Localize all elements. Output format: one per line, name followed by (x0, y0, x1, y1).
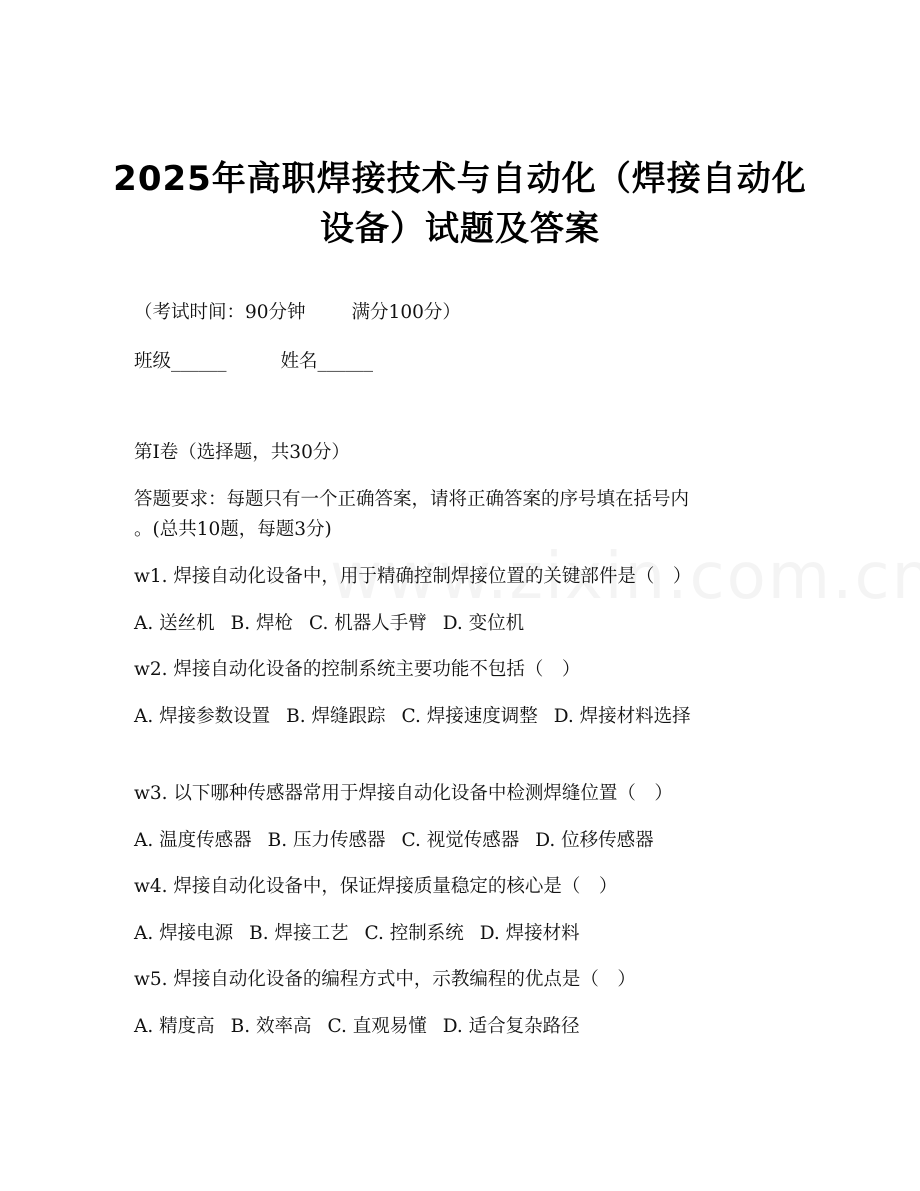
exam-time: （考试时间：90分钟 (134, 302, 306, 323)
option: A. 焊接电源 (134, 923, 234, 944)
question-stem: w2. 焊接自动化设备的控制系统主要功能不包括（ ） (134, 659, 581, 680)
instructions-line-1: 答题要求：每题只有一个正确答案，请将正确答案的序号填在括号内 (134, 489, 690, 510)
question-stem: w3. 以下哪种传感器常用于焊接自动化设备中检测焊缝位置（ ） (134, 783, 673, 804)
document-title-line-2: 设备）试题及答案 (320, 209, 600, 249)
section-title: 第I卷（选择题，共30分） (134, 442, 350, 463)
instructions-line-2: 。(总共10题，每题3分) (134, 519, 332, 540)
option: B. 压力传感器 (267, 830, 386, 851)
option: C. 控制系统 (364, 923, 464, 944)
question-stem: w5. 焊接自动化设备的编程方式中，示教编程的优点是（ ） (134, 969, 636, 990)
question-stem: w4. 焊接自动化设备中，保证焊接质量稳定的核心是（ ） (134, 876, 618, 897)
option: D. 焊接材料 (479, 923, 580, 944)
option: C. 视觉传感器 (401, 830, 520, 851)
option: D. 位移传感器 (535, 830, 654, 851)
option: D. 变位机 (442, 613, 525, 634)
option: C. 直观易懂 (327, 1016, 427, 1037)
option: D. 适合复杂路径 (442, 1016, 580, 1037)
name-field: 姓名______ (280, 351, 374, 372)
question-stem: w1. 焊接自动化设备中，用于精确控制焊接位置的关键部件是（ ） (134, 566, 692, 587)
option: A. 温度传感器 (134, 830, 252, 851)
option: B. 焊枪 (230, 613, 293, 634)
option: A. 送丝机 (134, 613, 215, 634)
option: C. 焊接速度调整 (401, 706, 538, 727)
exam-score: 满分100分） (351, 302, 461, 323)
question-options (134, 611, 784, 637)
question-options (134, 704, 774, 730)
option: B. 焊缝跟踪 (286, 706, 386, 727)
document-title-line-1: 2025年高职焊接技术与自动化（焊接自动化 (113, 159, 807, 199)
option: B. 效率高 (230, 1016, 312, 1037)
option: A. 焊接参数设置 (134, 706, 271, 727)
exam-info (134, 300, 784, 326)
question-options (134, 828, 784, 854)
question-options (134, 921, 784, 947)
option: B. 焊接工艺 (249, 923, 349, 944)
class-field: 班级______ (134, 351, 227, 372)
question-options (134, 1014, 784, 1040)
option: C. 机器人手臂 (308, 613, 427, 634)
option: D. 焊接材料选择 (553, 706, 691, 727)
student-fields (134, 349, 784, 375)
option: A. 精度高 (134, 1016, 215, 1037)
